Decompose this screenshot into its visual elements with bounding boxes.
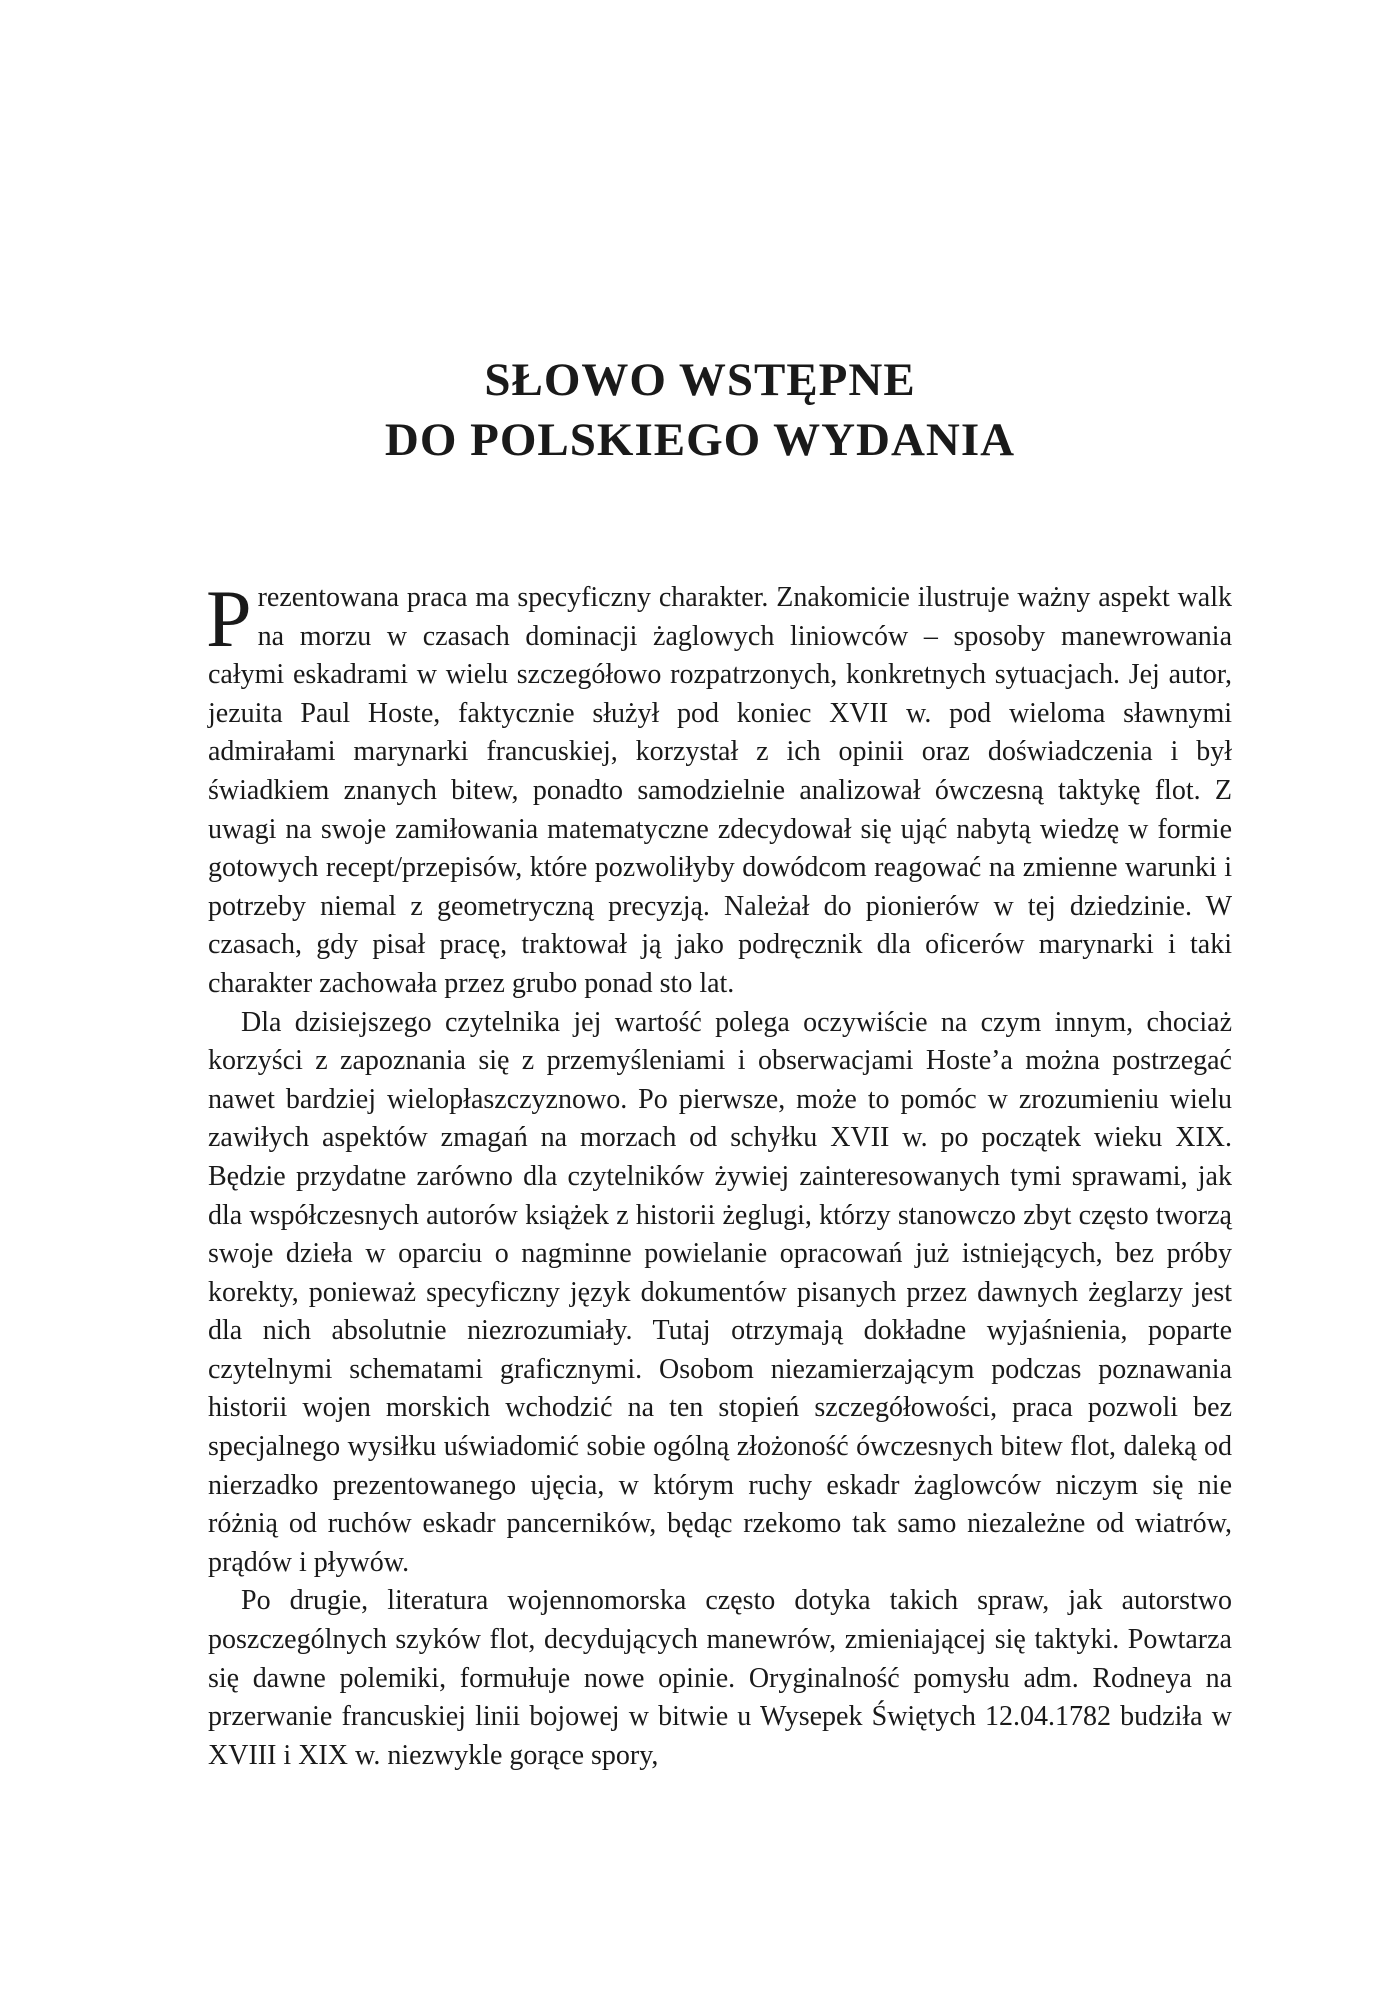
drop-cap: P [206,573,252,664]
chapter-title-line-2: DO POLSKIEGO WYDANIA [384,414,1016,466]
paragraph-2: Dla dzisiejszego czytelnika jej wartość polega oczywiście na czym innym, chociaż korzyści z zapoznania się z przemyśleniami i obserwacjami Hoste’a można postrzegać nawet bardziej wielopłaszczyznowo. Po pierwsze, może to pomóc w zrozumieniu wielu zawiłych aspektów zmagań na morzach od schyłku XVII w. po początek wieku XIX. Będzie przydatne zarówno dla czytelników żywiej zainteresowanych tymi sprawami, jak dla współczesnych autorów książek z historii żeglugi, którzy stanowczo zbyt często tworzą swoje dzieła w oparciu o nagminne powielanie opracowań już istniejących, bez próby korekty, ponieważ specyficzny język dokumentów pisanych przez dawnych żeglarzy jest dla nich absolutnie niezrozumiały. Tutaj otrzymają dokładne wyjaśnienia, poparte czytelnymi schematami graficznymi. Osobom niezamierzającym podczas poznawania historii wojen morskich wchodzić na ten stopień szczegółowości, praca pozwoli bez specjalnego wysiłku uświadomić sobie ogólną złożoność ówczesnych bitew flot, daleką od nierzadko prezentowanego ujęcia, w którym ruchy eskadr żaglowców niczym się nie różnią od ruchów eskadr pancerników, będąc rzekomo tak samo niezależne od wiatrów, prądów i pływów. [208,1006,1232,1578]
paragraph-1-text: rezentowana praca ma specyficzny charakter. Znakomicie ilustruje ważny aspekt walk na morzu w czasach dominacji żaglowych liniowców – sposoby manewrowania całymi eskadrami w wielu szczegółowo rozpatrzonych, konkretnych sytuacjach. Jej autor, jezuita Paul Hoste, faktycznie służył pod koniec XVII w. pod wieloma sławnymi admirałami marynarki francuskiej, korzystał z ich opinii oraz doświadczenia i był świadkiem znanych bitew, ponadto samodzielnie analizował ówczesną taktykę flot. Z uwagi na swoje zamiłowania matematyczne zdecydował się ująć nabytą wiedzę w formie gotowych recept/przepisów, które pozwoliłyby dowódcom reagować na zmienne warunki i potrzeby niemal z geometryczną precyzją. Należał do pionierów w tej dziedzinie. W czasach, gdy pisał pracę, traktował ją jako podręcznik dla oficerów marynarki i taki charakter zachowała przez grubo ponad sto lat. [208,582,1232,999]
chapter-title-line-1: SŁOWO WSTĘPNE [484,354,916,406]
paragraph-1 [206,573,1232,1004]
paragraph-3: Po drugie, literatura wojennomorska często dotyka takich spraw, jak autorstwo poszczególnych szyków flot, decydujących manewrów, zmieniającej się taktyki. Powtarza się dawne polemiki, formułuje nowe opinie. Oryginalność pomysłu adm. Rodneya na przerwanie francuskiej linii bojowej w bitwie u Wysepek Świętych 12.04.1782 budziła w XVIII i XIX w. niezwykle gorące spory, [208,1585,1232,1771]
chapter-title [0,350,1400,470]
body-text [206,573,1232,1775]
